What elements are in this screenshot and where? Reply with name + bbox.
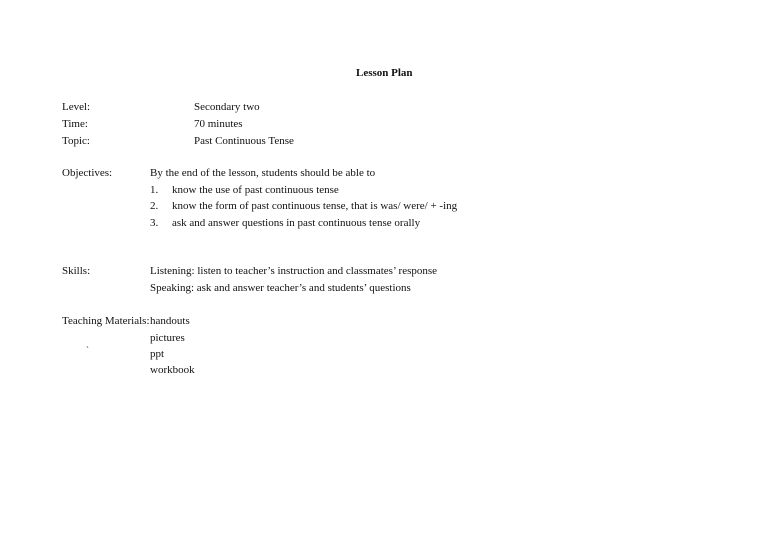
objective-text: know the use of past continuous tense [172,184,339,196]
skills-label: Skills: [62,265,91,277]
level-label: Level: [62,101,91,113]
topic-value: Past Continuous Tense [194,135,294,147]
time-label: Time: [62,118,88,130]
material-item: handouts [150,315,190,327]
topic-label: Topic: [62,135,90,147]
skill-item: Listening: listen to teacher’s instruction and classmates’ response [150,265,438,277]
time-value: 70 minutes [194,118,243,130]
objective-text: know the form of past continuous tense, that is was/ were/ + -ing [172,200,458,212]
objective-number: 3. [150,217,159,229]
material-item: workbook [150,364,195,376]
objective-text: ask and answer questions in past continuous tense orally [172,217,421,229]
material-item: pictures [150,332,185,344]
stray-mark: ` [86,345,89,355]
level-value: Secondary two [194,101,260,113]
objective-number: 2. [150,200,159,212]
page-title: Lesson Plan [356,67,413,79]
objective-number: 1. [150,184,159,196]
material-item: ppt [150,348,165,360]
objectives-label: Objectives: [62,167,113,179]
objectives-intro: By the end of the lesson, students should be able to [150,167,376,179]
skill-item: Speaking: ask and answer teacher’s and students’ questions [150,282,411,294]
materials-label: Teaching Materials: [62,315,150,327]
